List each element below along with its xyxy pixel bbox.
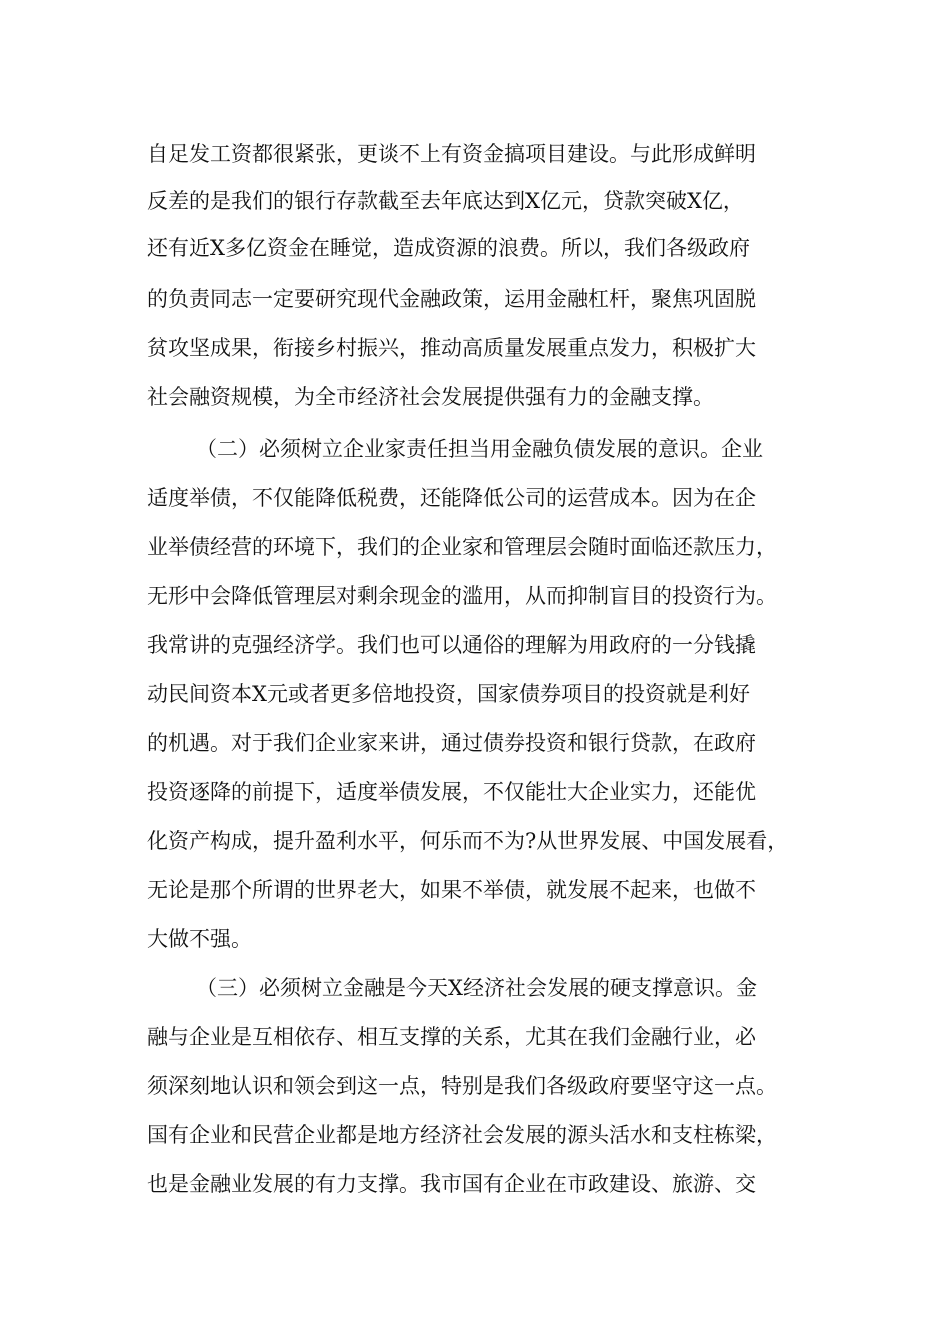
text-line: 的负责同志一定要研究现代金融政策，运用金融杠杆，聚焦巩固脱 — [147, 287, 756, 311]
paragraph-heading-2: （二）必须树立企业家责任担当用金融负债发展的意识。企业 — [196, 437, 763, 461]
text-line: 自足发工资都很紧张，更谈不上有资金搞项目建设。与此形成鲜明 — [147, 142, 756, 166]
text-line: 的机遇。对于我们企业家来讲，通过债券投资和银行贷款，在政府 — [147, 731, 756, 755]
paragraph-heading-3: （三）必须树立金融是今天X经济社会发展的硬支撑意识。金 — [196, 976, 757, 1000]
text-line: 须深刻地认识和领会到这一点，特别是我们各级政府要坚守这一点。 — [147, 1074, 777, 1098]
text-line: 融与企业是互相依存、相互支撑的关系，尤其在我们金融行业，必 — [147, 1025, 756, 1049]
text-line: 适度举债，不仅能降低税费，还能降低公司的运营成本。因为在企 — [147, 486, 756, 510]
text-line: 我常讲的克强经济学。我们也可以通俗的理解为用政府的一分钱撬 — [147, 633, 756, 657]
text-line: 也是金融业发展的有力支撑。我市国有企业在市政建设、旅游、交 — [147, 1172, 756, 1196]
text-line: 无论是那个所谓的世界老大，如果不举债，就发展不起来，也做不 — [147, 878, 756, 902]
text-line: 动民间资本X元或者更多倍地投资，国家债券项目的投资就是利好 — [147, 682, 750, 706]
text-line: 大做不强。 — [147, 927, 252, 951]
text-line: 无形中会降低管理层对剩余现金的滥用，从而抑制盲目的投资行为。 — [147, 584, 777, 608]
text-line: 贫攻坚成果，衔接乡村振兴，推动高质量发展重点发力，积极扩大 — [147, 336, 756, 360]
text-line: 国有企业和民营企业都是地方经济社会发展的源头活水和支柱栋梁， — [147, 1123, 777, 1147]
text-line: 社会融资规模，为全市经济社会发展提供强有力的金融支撑。 — [147, 385, 714, 409]
text-line: 化资产构成，提升盈利水平，何乐而不为?从世界发展、中国发展看， — [147, 829, 789, 853]
text-line: 投资逐降的前提下，适度举债发展，不仅能壮大企业实力，还能优 — [147, 780, 756, 804]
text-line: 反差的是我们的银行存款截至去年底达到X亿元，贷款突破X亿， — [147, 189, 744, 213]
text-line: 还有近X多亿资金在睡觉，造成资源的浪费。所以，我们各级政府 — [147, 236, 750, 260]
text-line: 业举债经营的环境下，我们的企业家和管理层会随时面临还款压力， — [147, 535, 777, 559]
